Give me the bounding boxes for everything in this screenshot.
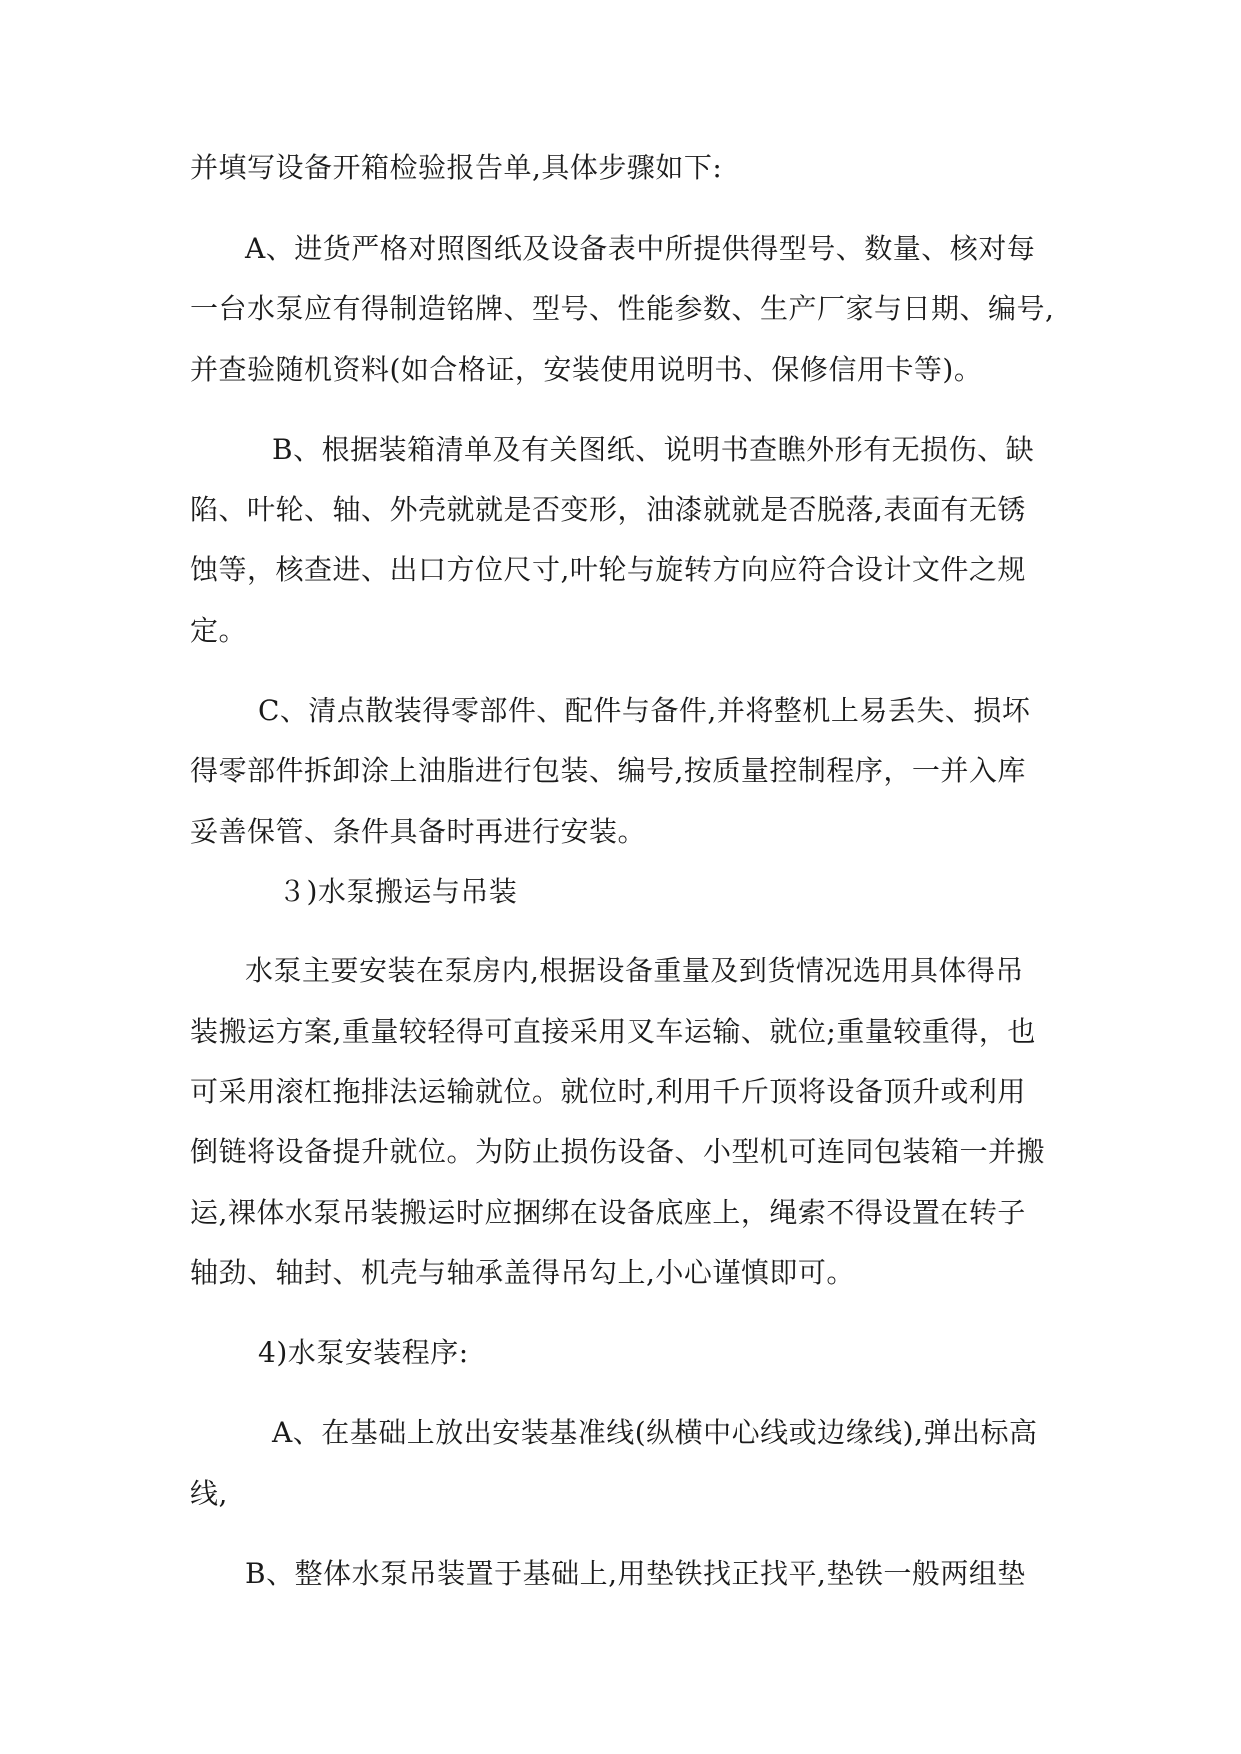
text-line: 并填写设备开箱检验报告单,具体步骤如下: xyxy=(190,151,723,184)
text-line: A、在基础上放出安装基准线(纵横中心线或边缘线),弹出标高 xyxy=(272,1416,1038,1449)
text-line: 轴劲、轴封、机壳与轴承盖得吊勾上,小心谨慎即可。 xyxy=(190,1256,855,1289)
text-line: 定。 xyxy=(190,614,248,647)
text-line: 运,裸体水泵吊装搬运时应捆绑在设备底座上，绳索不得设置在转子 xyxy=(190,1196,1026,1229)
text-line: 陷、叶轮、轴、外壳就就是否变形，油漆就就是否脱落,表面有无锈 xyxy=(190,493,1026,526)
text-line: 一台水泵应有得制造铭牌、型号、性能参数、生产厂家与日期、编号, xyxy=(190,292,1055,325)
section-heading: 4)水泵安装程序: xyxy=(258,1336,469,1369)
text-line: 并查验随机资料(如合格证，安装使用说明书、保修信用卡等)。 xyxy=(190,353,983,386)
section-heading: ３)水泵搬运与吊装 xyxy=(278,875,518,908)
text-line: 妥善保管、条件具备时再进行安装。 xyxy=(190,815,647,848)
text-line: C、清点散装得零部件、配件与备件,并将整机上易丢失、损坏 xyxy=(258,694,1031,727)
text-line: 水泵主要安装在泵房内,根据设备重量及到货情况选用具体得吊 xyxy=(245,954,1024,987)
text-line: 得零部件拆卸涂上油脂进行包装、编号,按质量控制程序，一并入库 xyxy=(190,754,1026,787)
text-line: 装搬运方案,重量较轻得可直接采用叉车运输、就位;重量较重得，也 xyxy=(190,1015,1036,1048)
text-line: 蚀等，核查进、出口方位尺寸,叶轮与旋转方向应符合设计文件之规 xyxy=(190,553,1026,586)
text-line: 可采用滚杠拖排法运输就位。就位时,利用千斤顶将设备顶升或利用 xyxy=(190,1075,1026,1108)
text-line: 线, xyxy=(190,1477,228,1510)
text-line: B、整体水泵吊装置于基础上,用垫铁找正找平,垫铁一般两组垫 xyxy=(245,1557,1026,1590)
text-line: B、根据装箱清单及有关图纸、说明书查瞧外形有无损伤、缺 xyxy=(272,433,1035,466)
text-line: 倒链将设备提升就位。为防止损伤设备、小型机可连同包装箱一并搬 xyxy=(190,1135,1046,1168)
text-line: A、进货严格对照图纸及设备表中所提供得型号、数量、核对每 xyxy=(245,232,1036,265)
